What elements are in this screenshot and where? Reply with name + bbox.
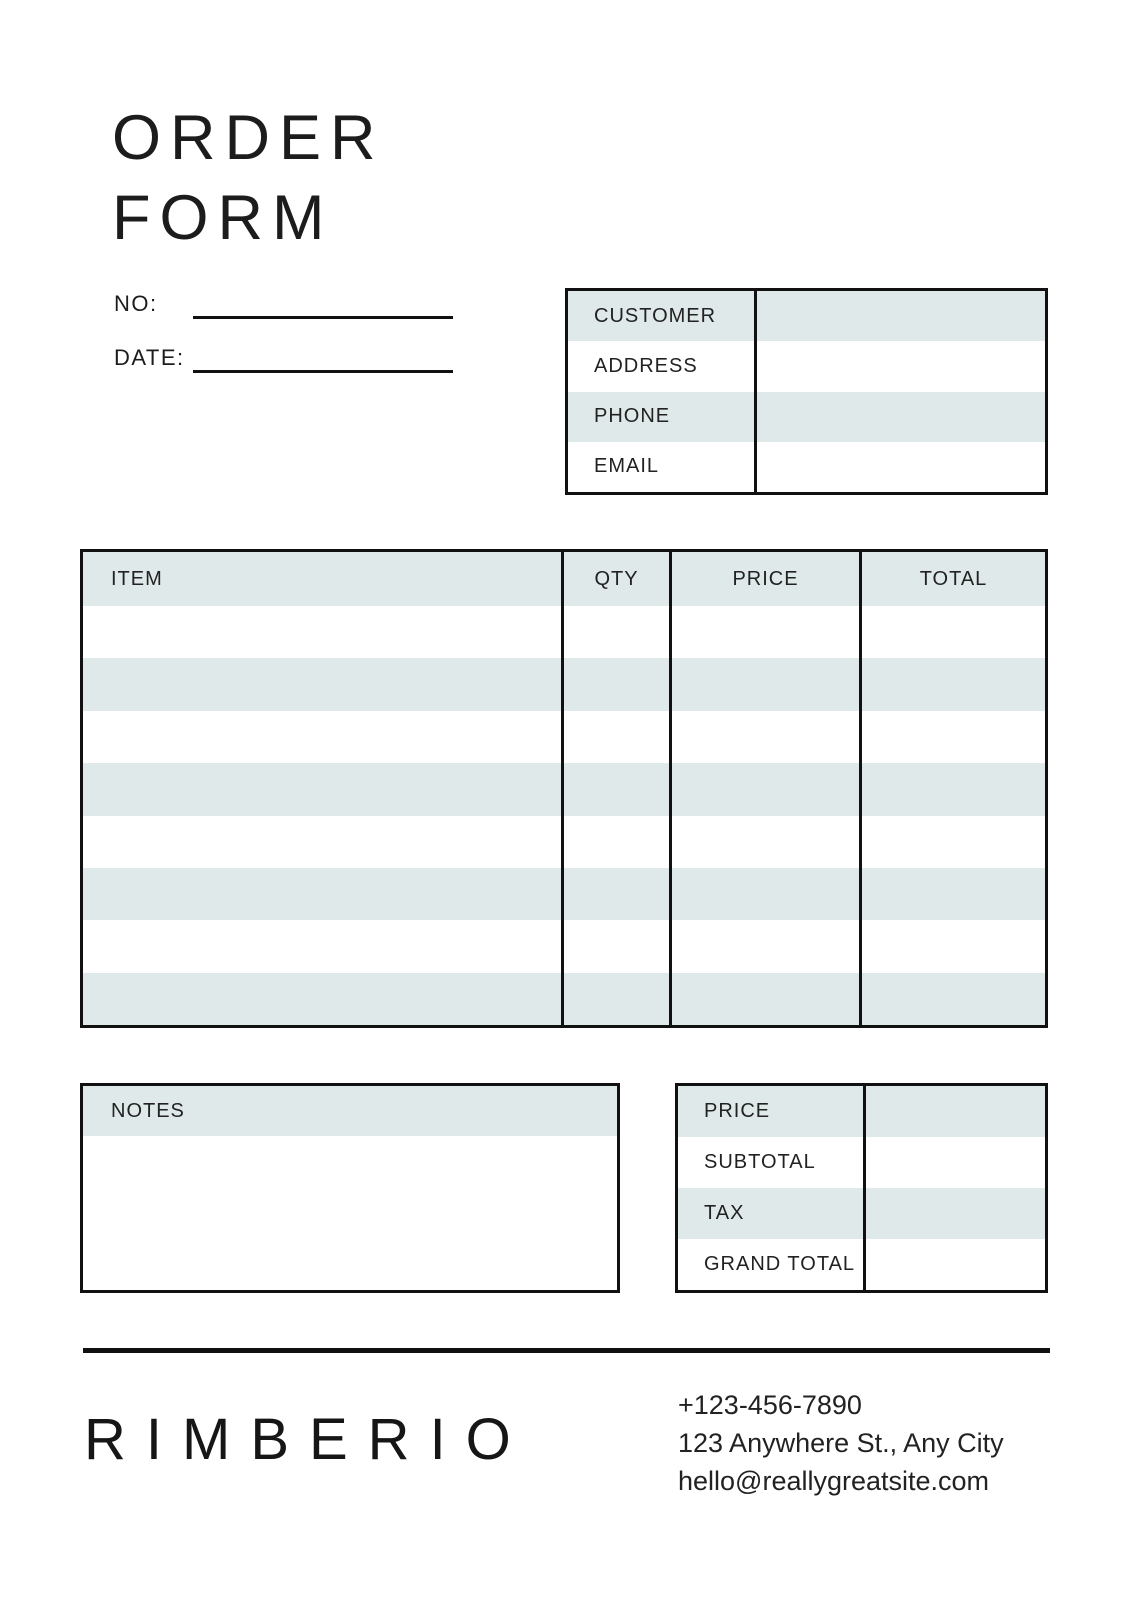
grand-total-row [678, 1239, 1045, 1290]
qty-cell[interactable] [564, 711, 672, 763]
order-no-field[interactable] [193, 316, 453, 319]
total-cell[interactable] [862, 711, 1045, 763]
totals-table [675, 1083, 1048, 1293]
item-row [83, 711, 1045, 763]
tax-row [678, 1188, 1045, 1239]
contact-phone: +123-456-7890 [678, 1390, 862, 1420]
item-cell[interactable] [83, 658, 564, 710]
grand-total-label: GRAND TOTAL [678, 1239, 866, 1290]
item-cell[interactable] [83, 711, 564, 763]
item-row [83, 658, 1045, 710]
notes-box [80, 1083, 620, 1293]
email-value-field[interactable] [757, 442, 1045, 492]
brand-logo: RIMBERIO [84, 1407, 531, 1472]
price-cell[interactable] [672, 816, 862, 868]
price-label: PRICE [678, 1086, 866, 1137]
phone-value-field[interactable] [757, 392, 1045, 442]
address-row [568, 341, 1045, 391]
customer-label: CUSTOMER [568, 291, 757, 341]
customer-value-field[interactable] [757, 291, 1045, 341]
subtotal-value-field[interactable] [866, 1137, 1045, 1188]
item-row [83, 763, 1045, 815]
price-value-field[interactable] [866, 1086, 1045, 1137]
email-label: EMAIL [568, 442, 757, 492]
item-row [83, 868, 1045, 920]
total-cell[interactable] [862, 973, 1045, 1025]
qty-cell[interactable] [564, 763, 672, 815]
email-row [568, 442, 1045, 492]
item-cell[interactable] [83, 606, 564, 658]
item-row [83, 816, 1045, 868]
total-cell[interactable] [862, 868, 1045, 920]
item-cell[interactable] [83, 763, 564, 815]
subtotal-row [678, 1137, 1045, 1188]
notes-label: NOTES [83, 1086, 617, 1136]
qty-cell[interactable] [564, 868, 672, 920]
total-cell[interactable] [862, 763, 1045, 815]
item-row [83, 973, 1045, 1025]
footer-divider [83, 1348, 1050, 1353]
total-cell[interactable] [862, 606, 1045, 658]
price-cell[interactable] [672, 920, 862, 972]
price-column-header: PRICE [672, 552, 862, 606]
item-row [83, 606, 1045, 658]
page-title-line1: ORDER [112, 103, 385, 173]
grand-total-value-field[interactable] [866, 1239, 1045, 1290]
tax-value-field[interactable] [866, 1188, 1045, 1239]
contact-address: 123 Anywhere St., Any City [678, 1428, 1004, 1458]
address-label: ADDRESS [568, 341, 757, 391]
total-cell[interactable] [862, 920, 1045, 972]
phone-row [568, 392, 1045, 442]
item-cell[interactable] [83, 868, 564, 920]
page-title [112, 98, 385, 258]
item-cell[interactable] [83, 973, 564, 1025]
price-cell[interactable] [672, 606, 862, 658]
order-no-label: NO: [114, 291, 158, 316]
subtotal-label: SUBTOTAL [678, 1137, 866, 1188]
total-cell[interactable] [862, 658, 1045, 710]
address-value-field[interactable] [757, 341, 1045, 391]
order-date-field[interactable] [193, 370, 453, 373]
qty-column-header: QTY [564, 552, 672, 606]
qty-cell[interactable] [564, 816, 672, 868]
price-row [678, 1086, 1045, 1137]
qty-cell[interactable] [564, 606, 672, 658]
tax-label: TAX [678, 1188, 866, 1239]
qty-cell[interactable] [564, 920, 672, 972]
price-cell[interactable] [672, 763, 862, 815]
price-cell[interactable] [672, 711, 862, 763]
total-cell[interactable] [862, 816, 1045, 868]
customer-row [568, 291, 1045, 341]
item-cell[interactable] [83, 920, 564, 972]
total-column-header: TOTAL [919, 567, 988, 590]
order-date-label: DATE: [114, 345, 185, 370]
contact-email: hello@reallygreatsite.com [678, 1466, 990, 1496]
notes-field[interactable] [83, 1136, 617, 1290]
contact-info [678, 1386, 1004, 1500]
qty-cell[interactable] [564, 658, 672, 710]
price-cell[interactable] [672, 973, 862, 1025]
price-cell[interactable] [672, 658, 862, 710]
price-cell[interactable] [672, 868, 862, 920]
items-table [80, 549, 1048, 1028]
phone-label: PHONE [568, 392, 757, 442]
item-cell[interactable] [83, 816, 564, 868]
items-table-header [83, 552, 1045, 606]
page-title-line2: FORM [112, 183, 334, 253]
item-row [83, 920, 1045, 972]
qty-cell[interactable] [564, 973, 672, 1025]
customer-info-table [565, 288, 1048, 495]
item-column-header: ITEM [83, 552, 564, 606]
